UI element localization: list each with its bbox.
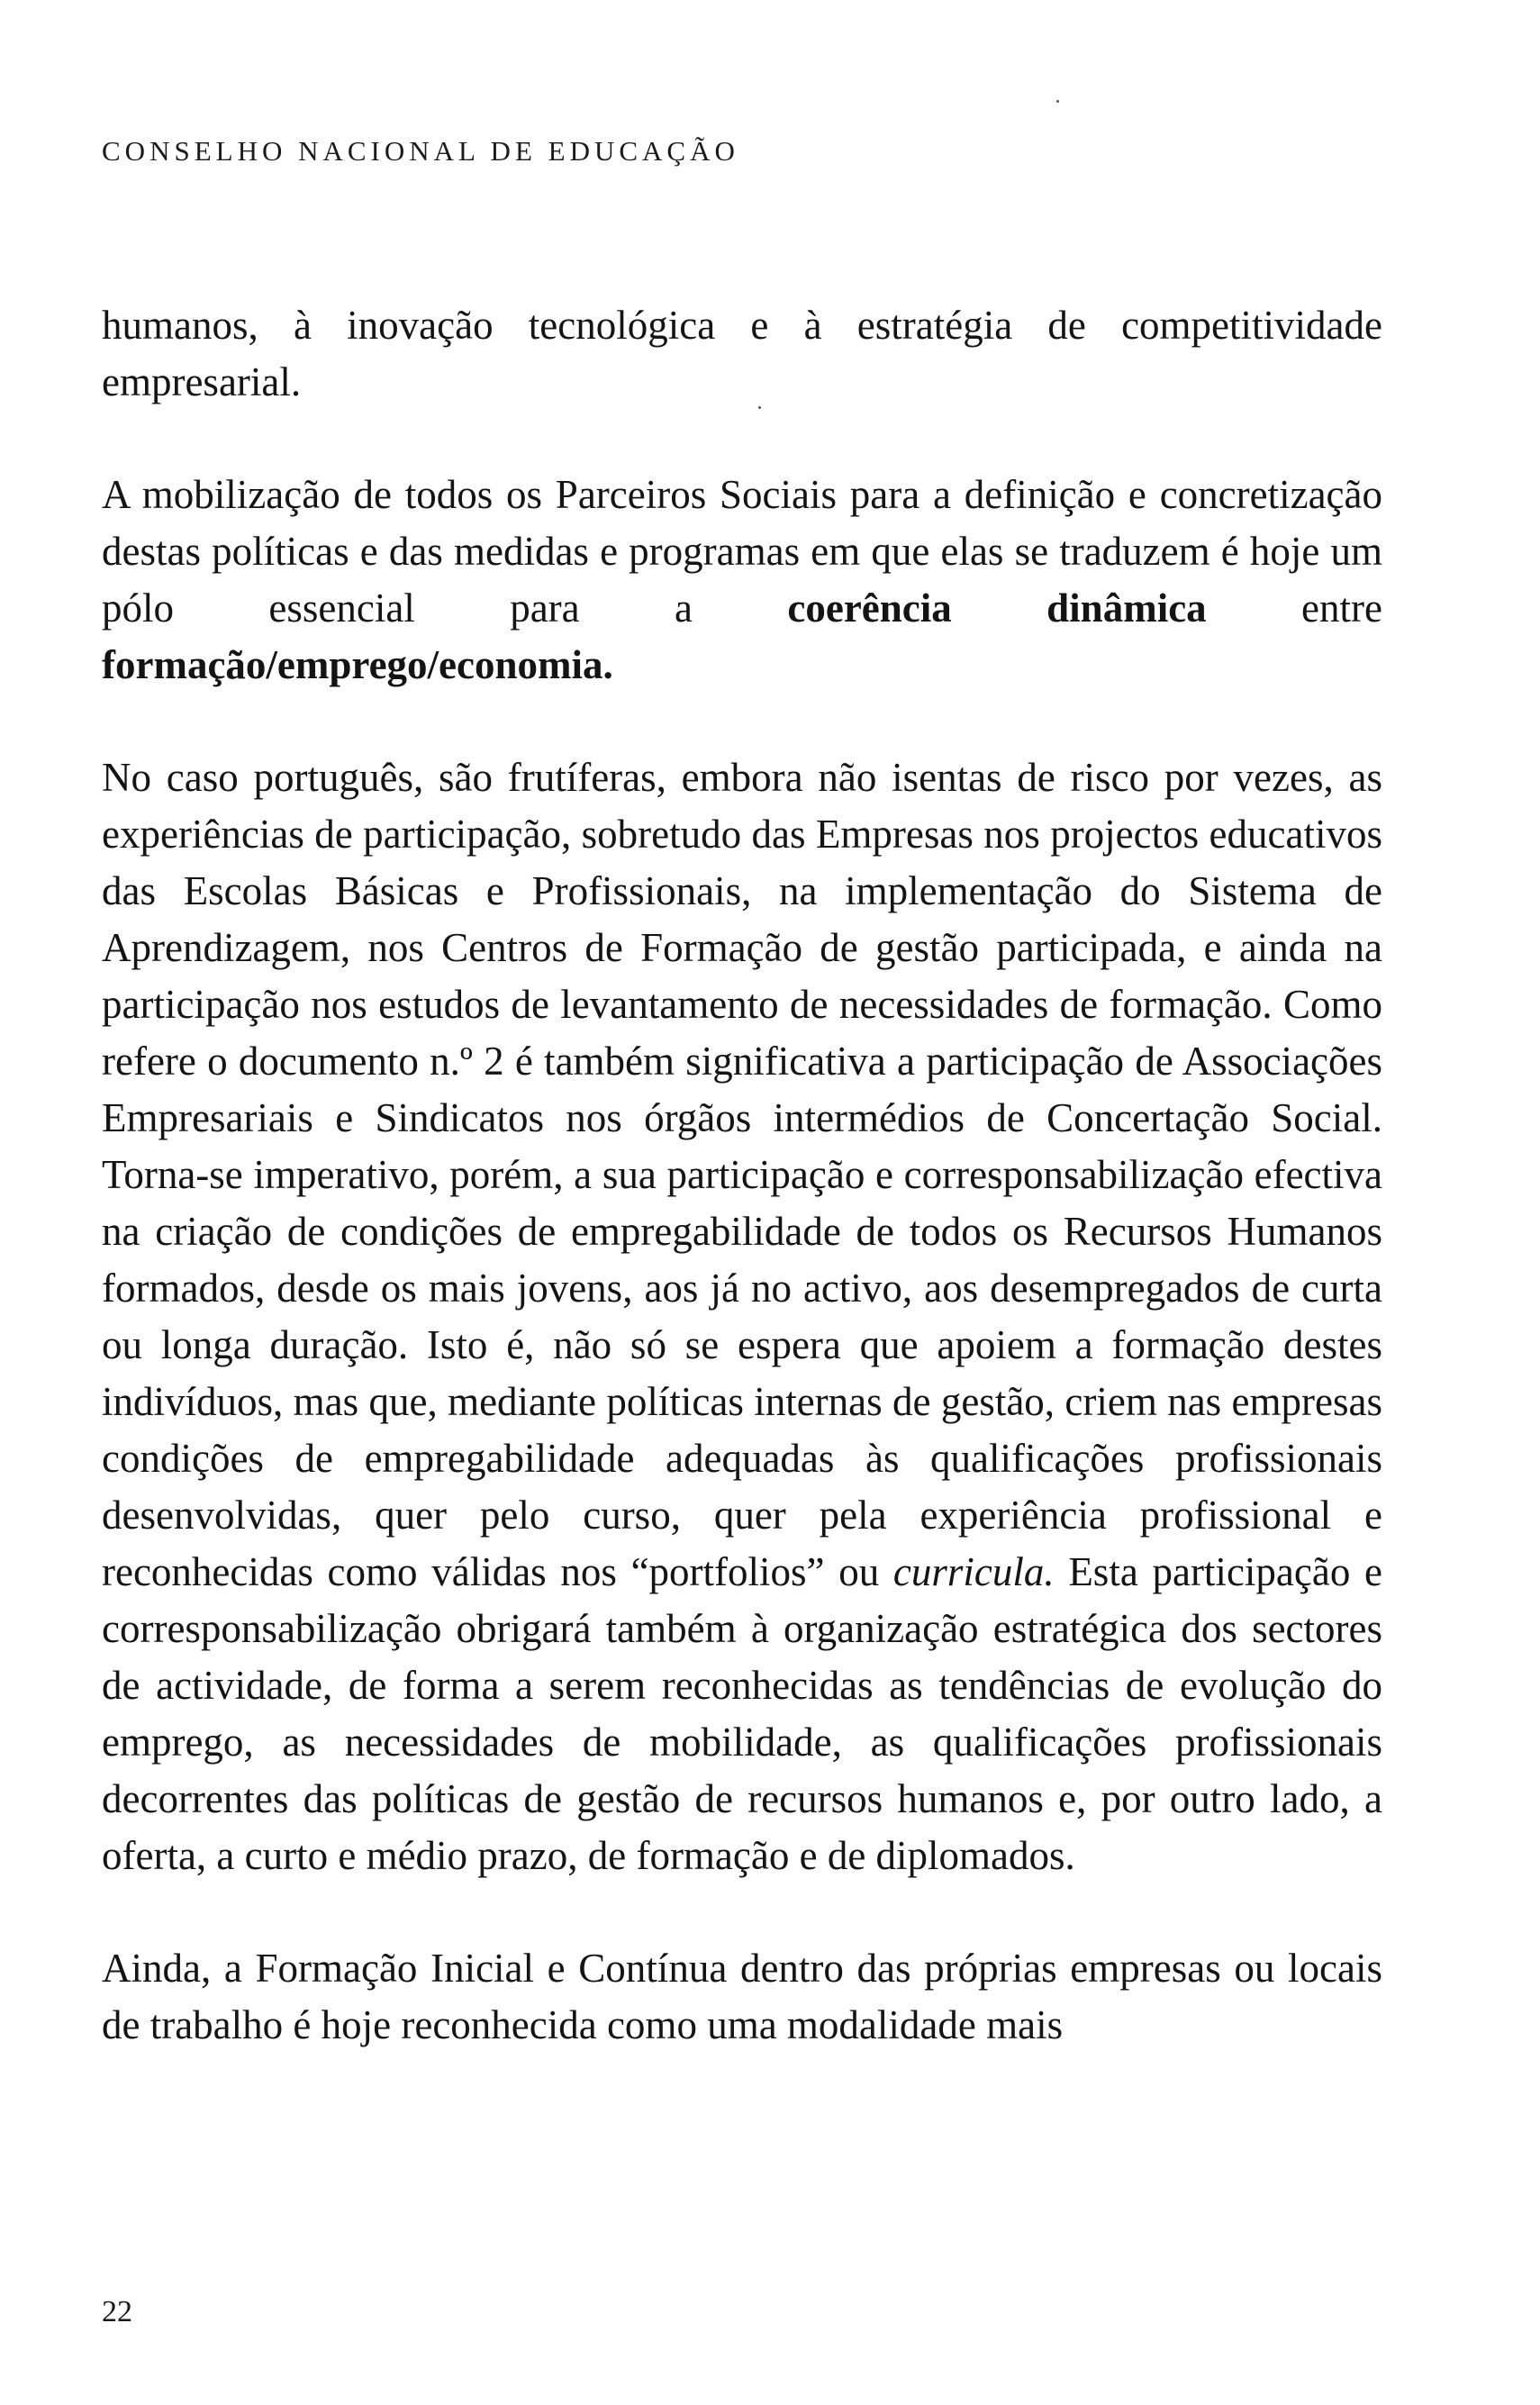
paragraph-text: Esta participação e corresponsabilização obrigará também à organização estratégica dos sectores de actividade, de forma a serem reconhecidas as tendências de evolução do emprego, as necessidades de mobilidade, as qualificações profissionais decorrentes das políticas de gestão de recursos humanos e, por outro lado, a oferta, a curto e médio prazo, de formação e de diplomados. — [102, 1549, 1382, 1878]
paragraph-text: humanos, à inovação tecnológica e à estratégia de competitividade empresarial. — [102, 303, 1382, 404]
running-header: CONSELHO NACIONAL DE EDUCAÇÃO — [102, 135, 739, 167]
paragraph-text: A mobilização de todos os Parceiros Sociais para a definição e concretização destas políticas e das medidas e programas em que elas se traduzem é hoje um pólo essencial para a — [102, 472, 1382, 631]
paragraph-text: Ainda, a Formação Inicial e Contínua dentro das próprias empresas ou locais de trabalho é hoje reconhecida como uma modalidade mais — [102, 1946, 1382, 2047]
page-number: 22 — [102, 2295, 132, 2328]
scan-speck — [1056, 100, 1059, 103]
paragraph-2 — [102, 467, 1382, 694]
paragraph-text: entre — [1206, 585, 1382, 631]
paragraph-3 — [102, 749, 1382, 1884]
emphasis-bold: formação/emprego/economia. — [102, 642, 613, 687]
body-text — [102, 297, 1382, 2054]
paragraph-text: No caso português, são frutíferas, embora não isentas de risco por vezes, as experiências de participação, sobretudo das Empresas nos projectos educativos das Escolas Básicas e Profissionais, na implementação do Sistema de Aprendizagem, nos Centros de Formação de gestão participada, e ainda na participação nos estudos de levantamento de necessidades de formação. Como refere o documento n.º 2 é também significativa a participação de Associações Empresariais e Sindicatos nos órgãos intermédios de Concertação Social. Torna-se imperativo, porém, a sua participação e corresponsabilização efectiva na criação de condições de empregabilidade de todos os Recursos Humanos formados, desde os mais jovens, aos já no activo, aos desempregados de curta ou longa duração. Isto é, não só se espera que apoiem a formação destes indivíduos, mas que, mediante políticas internas de gestão, criem nas empresas condições de empregabilidade adequadas às qualificações profissionais desenvolvidas, quer pelo curso, quer pela experiência profissional e reconhecidas como válidas nos “portfolios” ou — [102, 755, 1382, 1594]
paragraph-1 — [102, 297, 1382, 411]
emphasis-bold: coerência dinâmica — [787, 585, 1207, 631]
paragraph-4 — [102, 1940, 1382, 2054]
scan-speck — [758, 406, 761, 409]
emphasis-italic: curricula. — [892, 1549, 1055, 1594]
